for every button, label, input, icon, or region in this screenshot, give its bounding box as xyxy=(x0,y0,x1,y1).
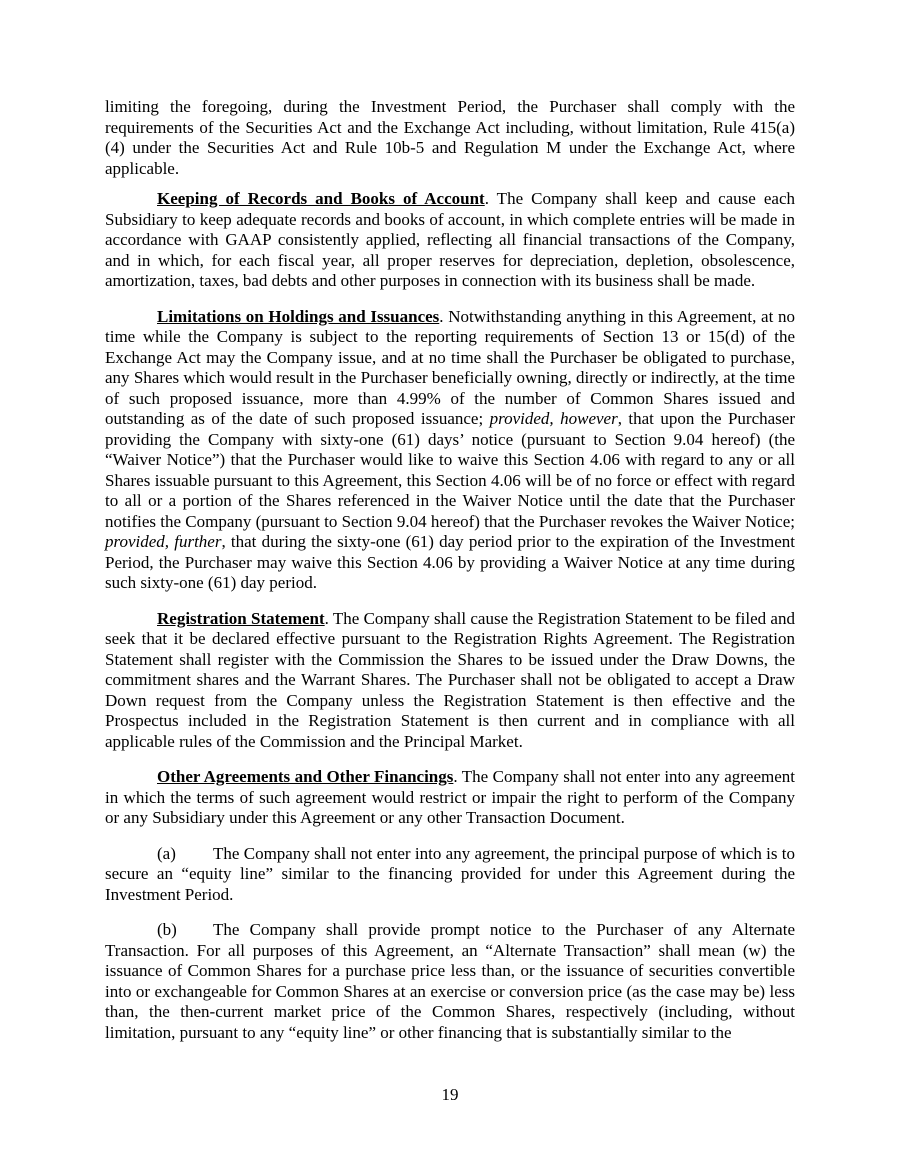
section-heading-other-agreements: Other Agreements and Other Financings xyxy=(157,767,454,786)
paragraph-text: , that upon the Purchaser providing the Company with sixty-one (61) days’ notice (pursuant to Section 9.04 hereof) (the “Waiver Notice”) that the Purchaser would like to waive this Section 4.06 with regard to any or all Shares issuable pursuant to this Agreement, this Section 4.06 will be of no force or effect with regard to all or a portion of the Shares referenced in the Waiver Notice until the date that the Purchaser notifies the Company (pursuant to Section 9.04 hereof) that the Purchaser revokes the Waiver Notice; xyxy=(105,409,795,531)
paragraph-subsection-b xyxy=(105,920,795,1043)
paragraph-text: . The Company shall not enter into any agreement in which the terms of such agreement would restrict or impair the right to perform of the Company or any Subsidiary under this Agreement or any other Transaction Document. xyxy=(105,767,795,827)
section-heading-registration-statement: Registration Statement xyxy=(157,608,325,628)
paragraph-text: . The Company shall keep and cause each Subsidiary to keep adequate records and books of account, in which complete entries will be made in accordance with GAAP consistently applied, reflecting all financial transactions of the Company, and in which, for each fiscal year, all proper reserves for depreciation, depletion, obsolescence, amortization, taxes, bad debts and other purposes in connection with its business shall be made. xyxy=(105,189,795,290)
italic-phrase-provided-further: provided, further xyxy=(105,532,222,551)
paragraph-text: . The Company shall cause the Registration Statement to be filed and seek that it be declared effective pursuant to the Registration Rights Agreement. The Registration Statement shall register with the Commission the Shares to be issued under the Draw Downs, the commitment shares and the Warrant Shares. The Purchaser shall not be obligated to accept a Draw Down request from the Company unless the Registration Statement is then effective and the Prospectus included in the Registration Statement is then current and in compliance with all applicable rules of the Commission and the Principal Market. xyxy=(105,608,795,751)
subsection-label-b: (b) xyxy=(157,920,177,939)
paragraph-text: limiting the foregoing, during the Investment Period, the Purchaser shall comply with the requirements of the Securities Act and the Exchange Act including, without limitation, Rule 415(a)(4) under the Securities Act and Rule 10b-5 and Regulation M under the Exchange Act, where applicable. xyxy=(105,97,795,178)
paragraph-other-agreements xyxy=(105,767,795,829)
paragraph-registration-statement xyxy=(105,609,795,753)
paragraph-subsection-a xyxy=(105,844,795,906)
page-number: 19 xyxy=(441,1084,459,1104)
paragraph-continuation xyxy=(105,97,795,179)
paragraph-text: . Notwithstanding anything in this Agreement, at no time while the Company is subject to the reporting requirements of Section 13 or 15(d) of the Exchange Act may the Company issue, and at no time shall the Purchaser be obligated to purchase, any Shares which would result in the Purchaser beneficially owning, directly or indirectly, at the time of such proposed issuance, more than 4.99% of the number of Common Shares issued and outstanding as of the date of such proposed issuance; xyxy=(105,306,795,428)
section-heading-limitations-on-holdings: Limitations on Holdings and Issuances xyxy=(157,306,440,326)
paragraph-limitations-on-holdings xyxy=(105,307,795,594)
italic-phrase-provided-however: provided, however xyxy=(489,409,618,428)
paragraph-text: The Company shall not enter into any agreement, the principal purpose of which is to secure an “equity line” similar to the financing provided for under this Agreement during the Investment Period. xyxy=(105,843,795,904)
paragraph-text: , that during the sixty-one (61) day period prior to the expiration of the Investment Period, the Purchaser may waive this Section 4.06 by providing a Waiver Notice at any time during such sixty-one (61) day period. xyxy=(105,532,795,592)
paragraph-keeping-of-records xyxy=(105,189,795,292)
paragraph-text: The Company shall provide prompt notice to the Purchaser of any Alternate Transaction. For all purposes of this Agreement, an “Alternate Transaction” shall mean (w) the issuance of Common Shares for a purchase price less than, or the issuance of securities convertible into or exchangeable for Common Shares at an exercise or conversion price (as the case may be) less than, the then-current market price of the Common Shares, respectively (including, without limitation, pursuant to any “equity line” or other financing that is substantially similar to the xyxy=(105,920,795,1042)
subsection-label-a: (a) xyxy=(157,843,176,863)
section-heading-keeping-of-records: Keeping of Records and Books of Account xyxy=(157,189,485,208)
